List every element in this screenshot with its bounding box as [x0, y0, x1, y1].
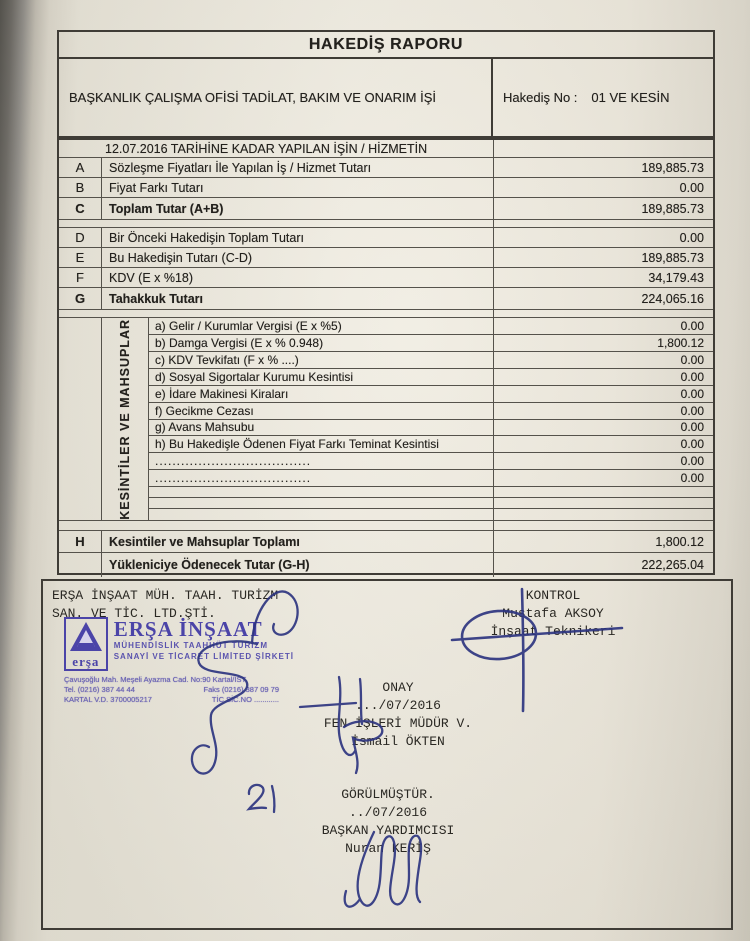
row-label: Bu Hakedişin Tutarı (C-D)	[109, 250, 253, 265]
deduction-row: b) Damga Vergisi (E x % 0.948) 1,800.12	[149, 335, 713, 352]
gorulmustur-signature-ink	[345, 891, 360, 907]
kontrol-title: KONTROL	[525, 588, 581, 603]
row-letter: B	[59, 178, 102, 197]
contractor-line2: SAN. VE TİC. LTD.ŞTİ.	[52, 606, 216, 621]
row-value: 189,885.73	[493, 248, 713, 267]
stamp-phone: Tel. (0216) 387 44 44	[64, 685, 135, 694]
gorulmustur-name: Nuran KERİŞ	[345, 841, 431, 856]
row-label: Yükleniciye Ödenecek Tutar (G-H)	[109, 558, 310, 572]
deduction-row: e) İdare Makinesi Kiraları 0.00	[149, 386, 713, 403]
row-label: Fiyat Farkı Tutarı	[109, 180, 204, 195]
deductions-label: KESİNTİLER VE MAHSUPLAR	[118, 318, 132, 520]
row-letter: E	[59, 248, 102, 267]
table-row	[59, 268, 713, 288]
row-letter: G	[59, 288, 102, 309]
stamp-trade-registry: TİC.SİC.NO ............	[211, 695, 279, 704]
row-letter: D	[59, 228, 102, 247]
stamp-company-name: ERŞA İNŞAAT	[113, 617, 263, 641]
ersa-logo	[64, 617, 108, 671]
row-value: 189,885.73	[493, 158, 713, 177]
hakedis-no-value: 01 VE KESİN	[591, 90, 670, 105]
deduction-row-empty	[149, 487, 713, 498]
gorulmustur-date: ../07/2016	[348, 805, 427, 820]
onay-date: .../07/2016	[355, 698, 441, 713]
deductions-block	[59, 318, 713, 521]
deduction-row: a) Gelir / Kurumlar Vergisi (E x %5) 0.00	[149, 318, 713, 335]
deduction-row-dotted: .................................... 0.00	[149, 470, 713, 487]
row-label: KDV (E x %18)	[109, 270, 194, 285]
onay-role: FEN İŞLERİ MÜDÜR V.	[323, 716, 473, 731]
section-header: 12.07.2016 TARİHİNE KADAR YAPILAN İŞİN / HİZMETİN	[105, 141, 428, 156]
kontrol-name: Mustafa AKSOY	[502, 606, 604, 621]
row-letter: F	[59, 268, 102, 287]
row-value: 34,179.43	[493, 268, 713, 287]
stamp-address: Çavuşoğlu Mah. Meşeli Ayazma Cad. No:90 Kartal/İST.	[64, 675, 248, 684]
title-box	[57, 30, 715, 59]
deduction-row-empty	[149, 498, 713, 509]
row-value: 0.00	[493, 178, 713, 197]
deduction-row: d) Sosyal Sigortalar Kurumu Kesintisi 0.00	[149, 369, 713, 386]
table-row	[59, 198, 713, 220]
row-letter	[59, 553, 102, 577]
deductions-letter-cell	[59, 318, 102, 520]
ersa-logo-icon	[69, 621, 103, 653]
onay-block	[298, 679, 498, 751]
contractor-line1: ERŞA İNŞAAT MÜH. TAAH. TURİZM	[52, 588, 279, 603]
onay-title: ONAY	[382, 680, 414, 695]
row-value: 1,800.12	[493, 531, 713, 552]
table-section-header-row	[59, 140, 713, 158]
hakedis-no-cell	[491, 59, 713, 136]
kontrol-role: İnşaat Teknikeri	[490, 624, 616, 639]
handwritten-day-ink	[249, 785, 266, 809]
row-value: 222,265.04	[493, 553, 713, 577]
stamp-subtitle2: SANAYİ VE TİCARET LİMİTED ŞİRKETİ	[113, 651, 294, 661]
stamp-fax: Faks (0216) 387 09 79	[203, 685, 279, 694]
deduction-row-empty	[149, 509, 713, 520]
totals-row	[59, 531, 713, 553]
row-letter: C	[59, 198, 102, 219]
table-row	[59, 248, 713, 268]
spacer-row	[59, 521, 713, 531]
row-label: Toplam Tutar (A+B)	[109, 201, 224, 216]
hakedis-no-label: Hakediş No :	[503, 90, 578, 105]
section-header-value-cell	[493, 140, 713, 157]
row-label: Tahakkuk Tutarı	[109, 291, 204, 306]
table-row	[59, 178, 713, 198]
payment-table	[57, 138, 715, 575]
deductions-subrows	[149, 318, 713, 520]
table-row	[59, 288, 713, 310]
spacer-row	[59, 220, 713, 228]
deduction-row: f) Gecikme Cezası 0.00	[149, 403, 713, 420]
deduction-row: c) KDV Tevkifatı (F x % ....) 0.00	[149, 352, 713, 369]
row-value: 189,885.73	[493, 198, 713, 219]
stamp-tax-office: KARTAL V.D. 3700005217	[64, 695, 152, 704]
row-label: Sözleşme Fiyatları İle Yapılan İş / Hizmet Tutarı	[109, 160, 372, 175]
spacer-row	[59, 310, 713, 318]
signature-section	[41, 579, 733, 930]
stamp-subtitle1: MÜHENDİSLİK TAAHHÜT TURİZM	[113, 641, 268, 650]
gorulmustur-title: GÖRÜLMÜŞTÜR.	[341, 787, 435, 802]
row-letter: A	[59, 158, 102, 177]
row-letter: H	[59, 531, 102, 552]
totals-row	[59, 553, 713, 577]
company-stamp	[64, 617, 294, 705]
onay-name: İsmail ÖKTEN	[351, 734, 445, 749]
stamp-address-block	[64, 675, 294, 705]
row-value: 0.00	[493, 228, 713, 247]
deduction-row: g) Avans Mahsubu 0.00	[149, 420, 713, 437]
page-title: HAKEDİŞ RAPORU	[308, 35, 464, 53]
table-row	[59, 158, 713, 178]
row-label: Kesintiler ve Mahsuplar Toplamı	[109, 534, 300, 549]
deduction-row-dotted: .................................... 0.00	[149, 453, 713, 470]
gorulmustur-role: BAŞKAN YARDIMCISI	[321, 823, 455, 838]
table-row	[59, 228, 713, 248]
gorulmustur-block	[273, 786, 503, 858]
row-label: Bir Önceki Hakedişin Toplam Tutarı	[109, 230, 304, 245]
row-value: 224,065.16	[493, 288, 713, 309]
deductions-vertical-label-cell	[102, 318, 149, 520]
project-name: BAŞKANLIK ÇALIŞMA OFİSİ TADİLAT, BAKIM VE ONARIM İŞİ	[69, 90, 436, 105]
kontrol-block	[443, 587, 663, 641]
ersa-logo-text: erşa	[72, 654, 100, 669]
header-box	[57, 59, 715, 138]
deduction-row: h) Bu Hakedişle Ödenen Fiyat Farkı Teminat Kesintisi 0.00	[149, 436, 713, 453]
